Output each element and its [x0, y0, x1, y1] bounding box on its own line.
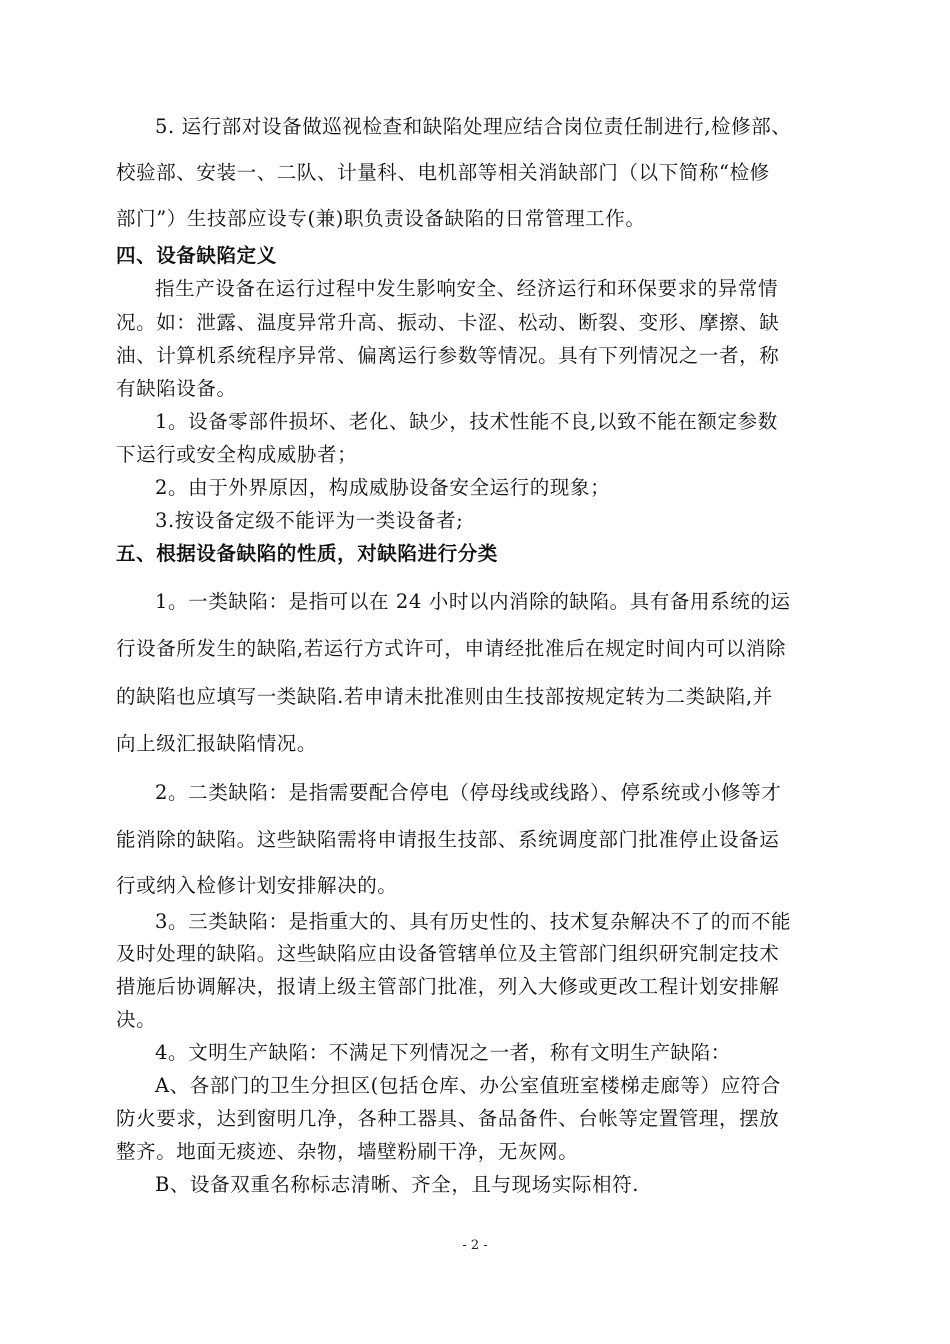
- paragraph-line: 1。设备零部件损坏、老化、缺少，技术性能不良,以致不能在额定参数: [155, 410, 778, 433]
- paragraph-line: 2。二类缺陷：是指需要配合停电（停母线或线路）、停系统或小修等才: [155, 781, 782, 804]
- paragraph-line: B、设备双重名称标志清晰、齐全，且与现场实际相符.: [155, 1173, 640, 1196]
- paragraph-line: 油、计算机系统程序异常、偏离运行参数等情况。具有下列情况之一者，称: [116, 344, 780, 367]
- paragraph-line: 3。三类缺陷：是指重大的、具有历史性的、技术复杂解决不了的而不能: [155, 910, 792, 933]
- paragraph-line: 行或纳入检修计划安排解决的。: [116, 874, 398, 897]
- paragraph-line: 3.按设备定级不能评为一类设备者;: [155, 509, 464, 532]
- section-heading: 五、根据设备缺陷的性质，对缺陷进行分类: [116, 542, 498, 565]
- paragraph-line: 能消除的缺陷。这些缺陷需将申请报生技部、系统调度部门批准停止设备运: [116, 828, 780, 851]
- paragraph-line: 防火要求，达到窗明几净，各种工器具、备品备件、台帐等定置管理，摆放: [116, 1107, 780, 1130]
- paragraph-line: 决。: [116, 1008, 157, 1031]
- section-heading: 四、设备缺陷定义: [116, 244, 277, 267]
- paragraph-line: 校验部、安装一、二队、计量科、电机部等相关消缺部门（以下简称“检修: [116, 161, 770, 184]
- paragraph-line: 1。一类缺陷：是指可以在 24 小时以内消除的缺陷。具有备用系统的运: [155, 590, 791, 613]
- paragraph-line: 整齐。地面无痰迹、杂物，墙壁粉刷干净，无灰网。: [116, 1140, 579, 1163]
- paragraph-line: 4。文明生产缺陷：不满足下列情况之一者，称有文明生产缺陷：: [155, 1041, 731, 1064]
- paragraph-line: 有缺陷设备。: [116, 377, 237, 400]
- page-number: - 2 -: [462, 1238, 488, 1253]
- paragraph-line: 及时处理的缺陷。这些缺陷应由设备管辖单位及主管部门组织研究制定技术: [116, 942, 780, 965]
- paragraph-line: 的缺陷也应填写一类缺陷.若申请未批准则由生技部按规定转为二类缺陷,并: [116, 685, 773, 708]
- paragraph-line: 向上级汇报缺陷情况。: [116, 732, 318, 755]
- paragraph-line: 措施后协调解决，报请上级主管部门批准，列入大修或更改工程计划安排解: [116, 975, 780, 998]
- paragraph-line: 况。如：泄露、温度异常升高、振动、卡涩、松动、断裂、变形、摩擦、缺: [116, 311, 780, 334]
- paragraph-line: 行设备所发生的缺陷,若运行方式许可，申请经批准后在规定时间内可以消除: [116, 637, 787, 660]
- paragraph-line: 2。由于外界原因，构成威胁设备安全运行的现象；: [155, 476, 611, 499]
- paragraph-line: 5. 运行部对设备做巡视检查和缺陷处理应结合岗位责任制进行,检修部、: [155, 115, 792, 138]
- paragraph-line: 部门”）生技部应设专(兼)职负责设备缺陷的日常管理工作。: [116, 207, 646, 230]
- paragraph-line: 指生产设备在运行过程中发生影响安全、经济运行和环保要求的异常情: [155, 277, 779, 300]
- paragraph-line: A、各部门的卫生分担区(包括仓库、办公室值班室楼梯走廊等）应符合: [155, 1074, 781, 1097]
- paragraph-line: 下运行或安全构成威胁者；: [116, 443, 358, 466]
